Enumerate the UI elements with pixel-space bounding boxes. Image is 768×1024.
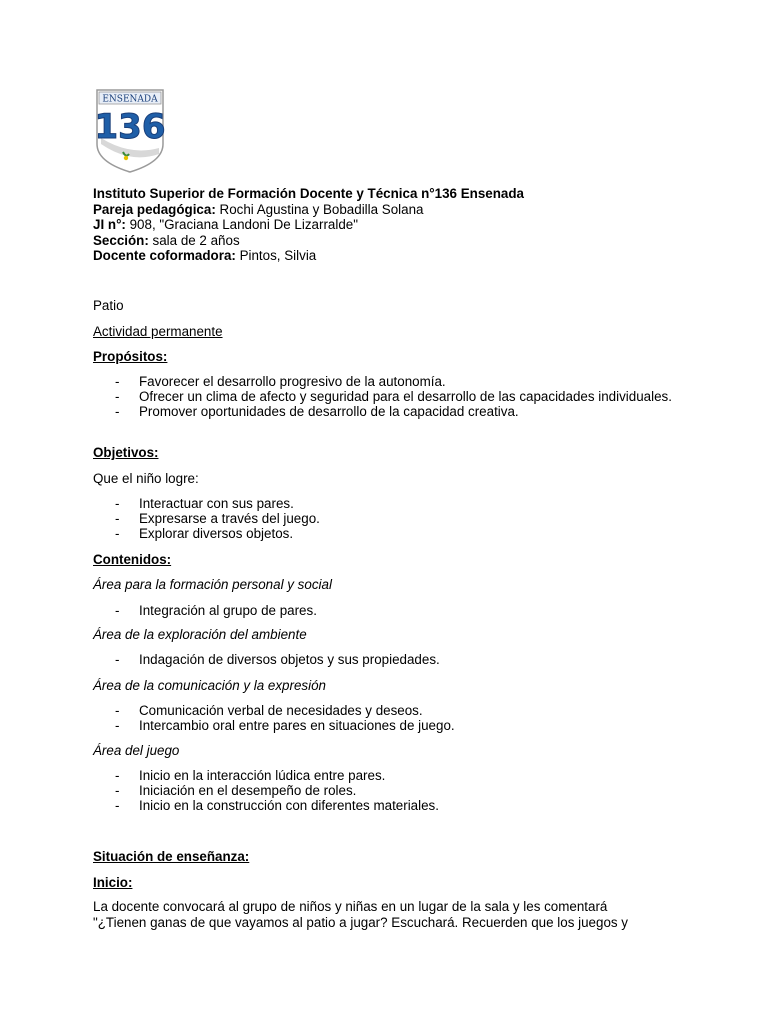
list-item	[93, 404, 673, 419]
area-list	[93, 703, 673, 733]
pareja-value: Rochi Agustina y Bobadilla Solana	[215, 201, 424, 217]
dash-bullet: -	[115, 768, 120, 783]
list-item	[93, 526, 673, 541]
dash-bullet: -	[115, 526, 120, 542]
dash-bullet: -	[115, 511, 120, 527]
objetivos-intro: Que el niño logre:	[93, 471, 199, 486]
list-item	[93, 703, 673, 718]
dash-bullet: -	[115, 783, 120, 799]
logo-text: ENSENADA	[102, 94, 158, 105]
list-item-text: Integración al grupo de pares.	[139, 603, 317, 618]
area-heading: Área para la formación personal y social	[93, 577, 332, 592]
docente-value: Pintos, Silvia	[235, 248, 317, 264]
list-item	[93, 783, 673, 798]
dash-bullet: -	[115, 603, 120, 618]
dash-bullet: -	[115, 798, 120, 814]
list-item-text: Expresarse a través del juego.	[139, 511, 320, 527]
area-heading: Área del juego	[93, 743, 180, 758]
objetivos-heading: Objetivos:	[93, 445, 159, 460]
dash-bullet: -	[115, 496, 120, 511]
list-item-text: Favorecer el desarrollo progresivo de la autonomía.	[139, 374, 446, 389]
objetivos-list	[93, 496, 673, 542]
list-item	[93, 389, 673, 404]
actividad-heading: Actividad permanente	[93, 324, 223, 339]
pareja-label: Pareja pedagógica:	[93, 201, 216, 217]
jardin-label: JI n°:	[93, 217, 126, 233]
list-item-text: Explorar diversos objetos.	[139, 526, 294, 542]
docente-line	[93, 248, 524, 264]
list-item-text: Indagación de diversos objetos y sus propiedades.	[139, 652, 440, 667]
institution-logo	[93, 86, 167, 174]
area-list	[93, 768, 673, 814]
list-item	[93, 768, 673, 783]
list-item-text: Inicio en la construcción con diferentes materiales.	[139, 798, 439, 814]
list-item	[93, 652, 673, 667]
list-item	[93, 374, 673, 389]
area-heading: Área de la comunicación y la expresión	[93, 678, 326, 693]
inicio-line: "¿Tienen ganas de que vayamos al patio a jugar? Escuchará. Recuerden que los juegos y	[93, 914, 629, 930]
list-item-text: Comunicación verbal de necesidades y deseos.	[139, 703, 423, 718]
seccion-value: sala de 2 años	[148, 232, 240, 248]
list-item-text: Interactuar con sus pares.	[139, 496, 294, 511]
dash-bullet: -	[115, 374, 120, 389]
pareja-line	[93, 202, 524, 218]
dash-bullet: -	[115, 404, 120, 420]
list-item	[93, 496, 673, 511]
list-item-text: Inicio en la interacción lúdica entre pares.	[139, 768, 386, 783]
area-list	[93, 603, 673, 618]
propositos-heading: Propósitos:	[93, 349, 168, 364]
list-item	[93, 798, 673, 813]
dash-bullet: -	[115, 718, 120, 734]
situacion-heading: Situación de enseñanza:	[93, 849, 250, 864]
list-item	[93, 718, 673, 733]
list-item	[93, 511, 673, 526]
jardin-value: 908, "Graciana Landoni De Lizarralde"	[125, 217, 358, 233]
patio-text: Patio	[93, 298, 124, 313]
dash-bullet: -	[115, 389, 120, 405]
dash-bullet: -	[115, 703, 120, 718]
area-heading: Área de la exploración del ambiente	[93, 627, 307, 642]
docente-label: Docente coformadora:	[93, 248, 236, 264]
list-item-text: Ofrecer un clima de afecto y seguridad para el desarrollo de las capacidades individuales.	[139, 389, 672, 405]
list-item-text: Intercambio oral entre pares en situaciones de juego.	[139, 718, 455, 734]
inicio-line: La docente convocará al grupo de niños y niñas en un lugar de la sala y les comentará	[93, 899, 608, 914]
inicio-paragraph	[93, 899, 683, 930]
contenidos-heading: Contenidos:	[93, 552, 172, 567]
list-item-text: Promover oportunidades de desarrollo de la capacidad creativa.	[139, 404, 519, 420]
jardin-line	[93, 217, 524, 233]
propositos-list	[93, 374, 673, 420]
list-item	[93, 603, 673, 618]
dash-bullet: -	[115, 652, 120, 667]
document-header	[93, 186, 524, 264]
area-list	[93, 652, 673, 667]
seccion-line	[93, 233, 524, 249]
seccion-label: Sección:	[93, 232, 149, 248]
list-item-text: Iniciación en el desempeño de roles.	[139, 783, 357, 799]
institute-name: Instituto Superior de Formación Docente y Técnica n°136 Ensenada	[93, 186, 524, 201]
inicio-heading: Inicio:	[93, 875, 133, 890]
logo-number: 136	[94, 107, 166, 147]
